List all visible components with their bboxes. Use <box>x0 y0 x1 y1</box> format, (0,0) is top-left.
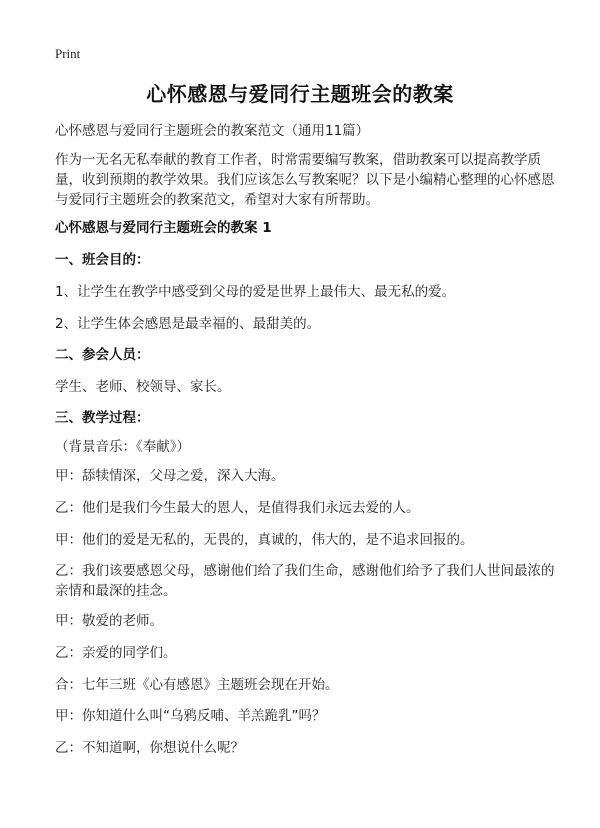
dialogue-line: 甲：你知道什么叫“乌鸦反哺、羊羔跪乳”吗？ <box>55 708 326 724</box>
section-heading: 心怀感恩与爱同行主题班会的教案 1 <box>55 220 272 236</box>
goal-heading: 一、班会目的： <box>55 252 150 268</box>
document-title: 心怀感恩与爱同行主题班会的教案 <box>146 82 454 106</box>
document-subtitle: 心怀感恩与爱同行主题班会的教案范文（通用11篇） <box>55 123 370 139</box>
dialogue-line: 甲：他们的爱是无私的，无畏的，真诚的，伟大的，是不追求回报的。 <box>55 532 474 548</box>
dialogue-line: 乙：不知道啊，你想说什么呢？ <box>55 740 244 756</box>
dialogue-line: 乙：亲爱的同学们。 <box>55 645 177 661</box>
participants-heading: 二、参会人员： <box>55 347 150 363</box>
process-heading: 三、教学过程： <box>55 410 150 426</box>
intro-paragraph: 作为一无名无私奉献的教育工作者，时常需要编写教案，借助教案可以提高教学质量，收到预期的教学效果。我们应该怎么写教案呢？以下是小编精心整理的心怀感恩与爱同行主题班会的教案范文，希望对大家有所帮助。 <box>55 152 555 208</box>
dialogue-line: 甲：舔犊情深，父母之爱，深入大海。 <box>55 468 285 484</box>
dialogue-line: 甲：敬爱的老师。 <box>55 613 163 629</box>
dialogue-line: 乙：他们是我们今生最大的恩人，是值得我们永远去爱的人。 <box>55 500 420 516</box>
goal-item-2: 2、让学生体会感恩是最幸福的、最甜美的。 <box>55 316 321 332</box>
goal-item-1: 1、让学生在教学中感受到父母的爱是世界上最伟大、最无私的爱。 <box>55 284 456 300</box>
print-link[interactable]: Print <box>55 46 81 61</box>
background-music-note: （背景音乐：《奉献》） <box>55 439 190 455</box>
participants-text: 学生、老师、校领导、家长。 <box>55 379 231 395</box>
dialogue-line: 合：七年三班《心有感恩》主题班会现在开始。 <box>55 677 339 693</box>
dialogue-line: 乙：我们该要感恩父母，感谢他们给了我们生命，感谢他们给予了我们人世间最浓的亲情和最深的挂念。 <box>55 563 555 599</box>
